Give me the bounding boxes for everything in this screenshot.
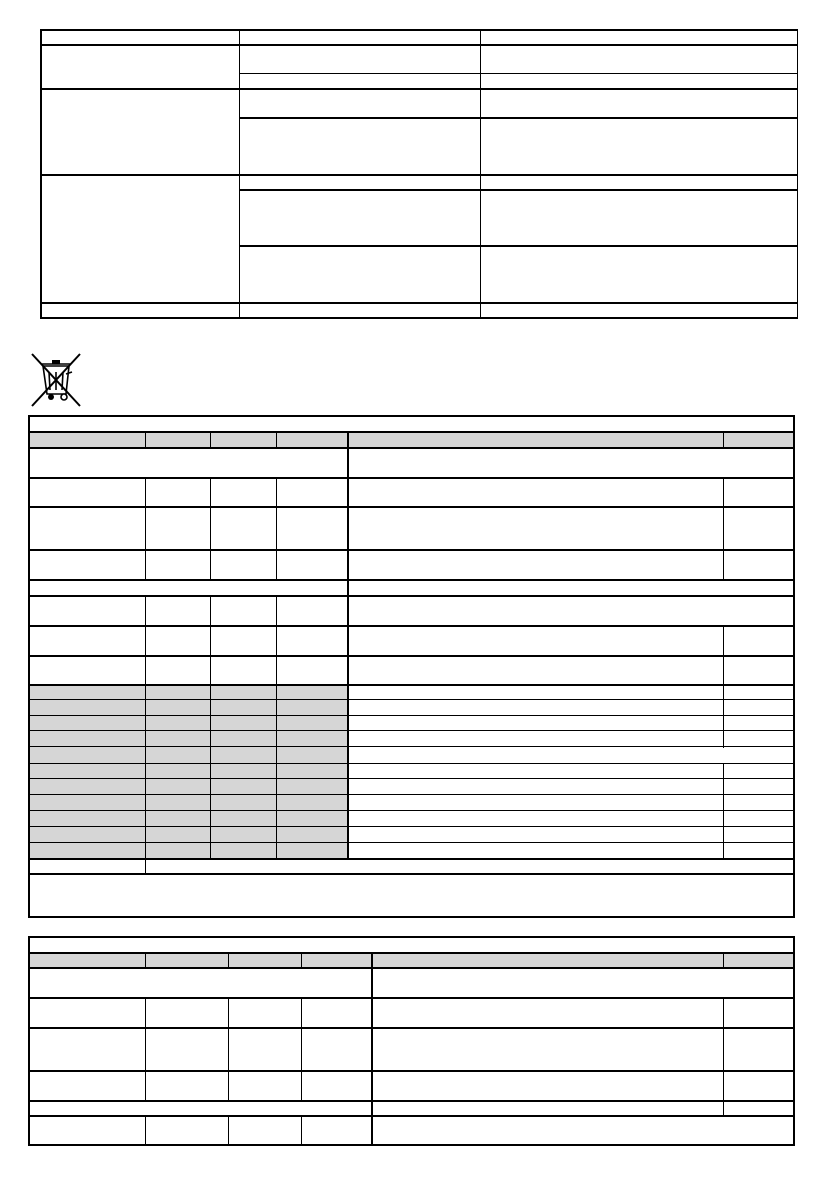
bottom-table-row-line	[28, 967, 795, 969]
middle-table-row-line	[28, 655, 795, 657]
bottom-table-row-line	[28, 1100, 795, 1102]
middle-table-row-line	[28, 579, 795, 581]
bottom-table-col-divider	[301, 952, 302, 968]
middle-table-row-line	[28, 431, 795, 433]
shaded-row	[30, 779, 348, 795]
bottom-table-row-line	[28, 1027, 795, 1029]
middle-table-border-bottom	[28, 916, 795, 918]
crossed-out-wheelie-bin-icon	[28, 350, 84, 410]
bottom-table-row-line	[28, 997, 795, 999]
middle-table-row-line	[28, 873, 795, 875]
bottom-table-col-divider	[301, 1115, 302, 1146]
top-table-row-line	[40, 44, 798, 46]
top-table-row-line	[40, 302, 798, 304]
middle-table-row-line	[28, 730, 795, 731]
middle-table	[0, 410, 839, 925]
bottom-table-col-divider	[145, 952, 146, 968]
shaded-row	[30, 827, 348, 843]
bottom-table-col-divider	[301, 997, 302, 1101]
top-table-border-top	[40, 29, 798, 31]
bottom-table-row-line	[28, 952, 795, 954]
bottom-table-col-divider	[145, 997, 146, 1101]
top-table-row-line	[239, 73, 798, 74]
middle-table-row-line	[28, 447, 795, 449]
middle-table-row-line	[28, 746, 795, 747]
middle-table-col-divider	[145, 595, 146, 874]
bottom-table-row-line	[28, 1070, 795, 1072]
middle-table-col-divider	[723, 625, 724, 748]
middle-table-row-line	[28, 842, 795, 843]
shaded-row	[30, 685, 348, 700]
middle-table-row-line	[28, 778, 795, 779]
middle-table-col-divider	[210, 595, 211, 859]
middle-table-row-line	[28, 699, 795, 700]
bottom-table-border-bottom	[28, 1144, 795, 1146]
shaded-row	[30, 700, 348, 715]
bottom-table-col-divider	[723, 997, 724, 1116]
top-table	[0, 0, 839, 330]
middle-table-row-line	[28, 763, 795, 764]
shaded-row	[30, 795, 348, 811]
middle-table-col-divider	[723, 763, 724, 859]
shaded-row	[30, 715, 348, 730]
shaded-row	[30, 843, 348, 858]
middle-table-row-line	[28, 794, 795, 795]
middle-table-row-line	[28, 477, 795, 479]
shaded-row	[30, 764, 348, 779]
bottom-table-col-divider	[723, 952, 724, 968]
middle-table-row-line	[28, 549, 795, 551]
middle-table-col-divider	[210, 477, 211, 580]
shaded-row	[30, 811, 348, 827]
bottom-table-col-divider	[228, 952, 229, 968]
top-table-row-line	[40, 88, 798, 90]
shaded-row	[30, 747, 348, 764]
middle-table-col-divider	[723, 431, 724, 448]
middle-table-row-line	[28, 625, 795, 627]
middle-table-row-line	[28, 810, 795, 811]
middle-table-row-line	[28, 858, 795, 860]
middle-table-col-divider	[276, 431, 277, 448]
middle-table-row-line	[28, 684, 795, 686]
bottom-table-col-divider	[145, 1115, 146, 1146]
middle-table-col-divider	[276, 477, 277, 580]
middle-table-col-divider	[347, 431, 349, 859]
middle-table-border-top	[28, 415, 795, 417]
middle-table-row-line	[28, 826, 795, 827]
middle-table-col-divider	[210, 431, 211, 448]
middle-table-col-divider	[145, 431, 146, 448]
middle-table-row-line	[28, 715, 795, 716]
shaded-row	[30, 731, 348, 746]
bottom-table-row-line	[28, 1115, 795, 1117]
bottom-table-col-divider	[228, 1115, 229, 1146]
middle-table-col-divider	[145, 477, 146, 580]
bottom-table-border-top	[28, 936, 795, 938]
top-table-border-bottom	[40, 317, 798, 319]
middle-table-col-divider	[276, 595, 277, 859]
middle-table-col-divider	[723, 477, 724, 580]
bottom-table-col-divider	[228, 997, 229, 1101]
top-table-row-line	[40, 174, 798, 176]
middle-table-row-line	[28, 506, 795, 508]
bottom-table	[0, 930, 839, 1150]
middle-table-row-line	[28, 595, 795, 597]
top-table-row-line	[239, 117, 798, 119]
top-table-row-line	[239, 245, 798, 247]
top-table-row-line	[239, 189, 798, 191]
bottom-table-col-divider	[371, 952, 373, 1146]
